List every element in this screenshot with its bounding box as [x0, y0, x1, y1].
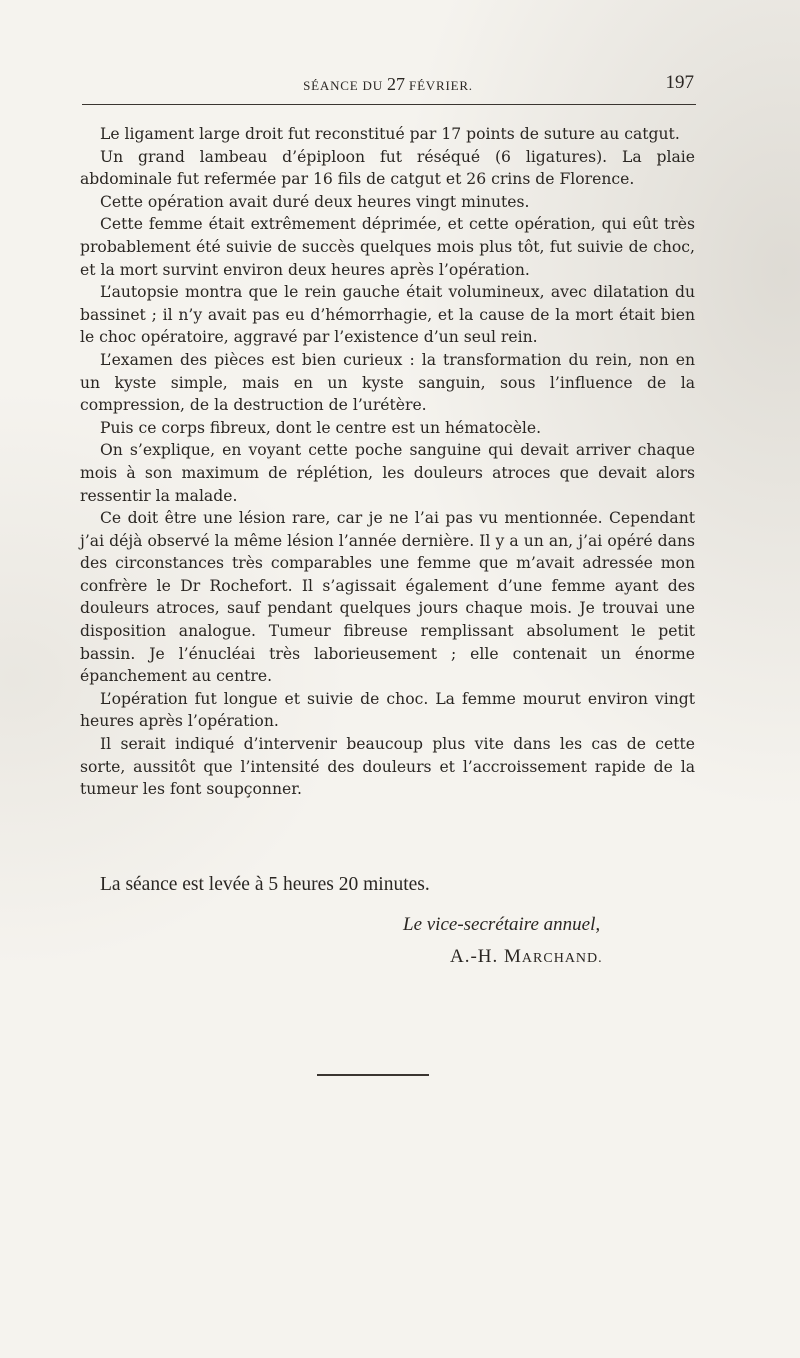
signature-role: Le vice-secrétaire annuel, [403, 914, 601, 935]
closing-line: La séance est levée à 5 heures 20 minutes. [100, 874, 430, 895]
header-rule [82, 104, 696, 105]
paragraph: Ce doit être une lésion rare, car je ne l’ai pas vu mentionnée. Cependant j’ai déjà observé la même lésion l’année dernière. Il y a un an, j’ai opéré dans des circonstances très comparables une femme que m’avait adressée mon confrère le Dr Rochefort. Il s’agissait également d’une femme ayant des douleurs atroces, sauf pendant quelques jours chaque mois. Je trouvai une disposition analogue. Tumeur fibreuse remplissant absolument le petit bassin. Je l’énucléai très laborieusement ; elle contenait un énorme épanchement au centre. [80, 509, 695, 686]
paragraph: Cette femme était extrêmement déprimée, et cette opération, qui eût très probablement été suivie de succès quelques mois plus tôt, fut suivie de choc, et la mort survint environ deux heures après l’opération. [80, 215, 695, 279]
signature-initials: A.-H. M [450, 946, 522, 967]
paragraph: Le ligament large droit fut reconstitué par 17 points de suture au catgut. [100, 125, 680, 143]
paragraph: Un grand lambeau d’épiploon fut réséqué (6 ligatures). La plaie abdominale fut refermée par 16 fils de catgut et 26 crins de Florence. [80, 147, 695, 189]
paragraph: Il serait indiqué d’intervenir beaucoup plus vite dans les cas de cette sorte, aussitôt que l’intensité des douleurs et l’accroissement rapide de la tumeur les font soupçonner. [80, 735, 695, 799]
paragraph: L’opération fut longue et suivie de choc. La femme mourut environ vingt heures après l’opération. [80, 689, 695, 731]
paragraph: Puis ce corps fibreux, dont le centre est un hématocèle. [100, 418, 542, 437]
running-title [82, 74, 694, 95]
paragraph: L’examen des pièces est bien curieux : la transformation du rein, non en un kyste simple, mais en un kyste sanguin, sous l’influence de la compression, de la destruction de l’urétère. [80, 350, 695, 415]
paragraph: L’autopsie montra que le rein gauche était volumineux, avec dilatation du bassinet ; il n’y avait pas eu d’hémorrhagie, et la cause de la mort était bien le choc opératoire, aggravé par l’existence d’un seul rein. [80, 283, 695, 347]
page-number: 197 [665, 72, 694, 93]
title-day: 27 [386, 74, 405, 94]
signature-surname: ARCHAND. [521, 951, 603, 966]
running-header [82, 72, 694, 98]
title-suffix: FÉVRIER. [404, 78, 473, 93]
body-text [80, 123, 695, 801]
paragraph: On s’explique, en voyant cette poche sanguine qui devait arriver chaque mois à son maximum de réplétion, les douleurs atroces que devait alors ressentir la malade. [80, 441, 695, 505]
title-prefix: SÉANCE DU [303, 78, 387, 93]
signature-name [450, 946, 603, 968]
end-rule [317, 1074, 429, 1076]
paragraph: Cette opération avait duré deux heures vingt minutes. [100, 192, 530, 211]
